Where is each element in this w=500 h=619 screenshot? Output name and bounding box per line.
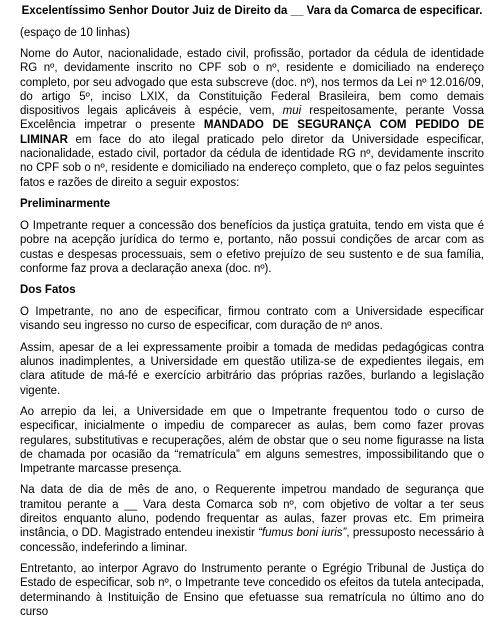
facts-p4-text-2: , pressuposto necessário à concessão, indeferindo a liminar. xyxy=(20,527,484,554)
document-title: Excelentíssimo Senhor Doutor Juiz de Direito da __ Vara da Comarca de especificar. xyxy=(21,5,483,17)
intro-bold-title: MANDADO DE SEGURANÇA COM PEDIDO DE LIMINAR xyxy=(20,119,485,146)
facts-p4-emphasis: “fumus boni iuris” xyxy=(258,527,347,540)
intro-emphasis: mui xyxy=(282,105,302,118)
facts-paragraph-4 xyxy=(20,483,484,554)
intro-paragraph xyxy=(20,47,484,190)
section-heading-dos-fatos: Dos Fatos xyxy=(20,284,76,297)
intro-text-2: respeitosamente, perante Vossa Excelência impetrar o presente xyxy=(20,105,484,132)
facts-paragraph-3: Ao arrepio da lei, a Universidade em que o Impetrante frequentou todo o curso de especificar, inicialmente o impediu de comparecer as aulas, bem como fazer provas regulares, substitutivas e recuperações, além de obstar que o seu nome figurasse na lista de chamada por ocasião da “rematrícula” em alguns semestres, impossibilitando que o Impetrante marcasse presença. xyxy=(20,405,484,476)
spacing-note: (espaço de 10 linhas) xyxy=(20,27,130,39)
facts-paragraph-2: Assim, apesar de a lei expressamente proibir a tomada de medidas pedagógicas contra alunos inadimplentes, a Universidade em questão utiliza-se de expedientes ilegais, em clara atitude de má-fé e exercício arbitrário das próprias razões, burlando a legislação vigente. xyxy=(20,341,484,397)
facts-paragraph-1: O Impetrante, no ano de especificar, firmou contrato com a Universidade especificar visando seu ingresso no curso de especificar, com duração de nº anos. xyxy=(20,306,484,333)
intro-text-3: em face do ato ilegal praticado pelo diretor da Universidade especificar, nacionalidade, estado civil, portador da cédula de identidade RG nº, devidamente inscrito no CPF sob o nº, residente e domiciliado na endereço completo, que o faz pelos seguintes fatos e razões de direito a seguir expostos: xyxy=(20,133,484,189)
facts-paragraph-5: Entretanto, ao interpor Agravo do Instrumento perante o Egrégio Tribunal de Justiça do Estado de especificar, sob nº, o Impetrante teve concedido os efeitos da tutela antecipada, determinando à Instituição de Ensino que efetuasse sua rematrícula no último ano do curso xyxy=(20,562,484,618)
intro-text-1: Nome do Autor, nacionalidade, estado civil, profissão, portador da cédula de identidade RG nº, devidamente inscrito no CPF sob o nº, residente e domiciliado na endereço completo, por seu advogado que esta subscreve (doc. nº), nos termos da Lei nº 12.016/09, do artigo 5º, inciso LXIX, da Constituição Federal Brasileira, bem como demais dispositivos legais aplicáveis à espécie, vem, xyxy=(20,48,484,118)
facts-p4-text-1: Na data de dia de mês de ano, o Requerente impetrou mandado de segurança que tramitou perante a __ Vara desta Comarca sob nº, com objetivo de voltar a ter seus direitos enquanto aluno, podendo frequentar as aulas, fazer provas etc. Em primeira instância, o DD. Magistrado entendeu inexistir xyxy=(20,484,484,540)
preliminary-paragraph: O Impetrante requer a concessão dos benefícios da justiça gratuita, tendo em vista que é pobre na acepção jurídica do termo e, portanto, não possui condições de arcar com as custas e despesas processuais, sem o efetivo prejuízo de seu sustento e de sua família, conforme faz prova a declaração anexa (doc. nº). xyxy=(20,219,484,275)
section-heading-preliminarmente: Preliminarmente xyxy=(20,197,111,210)
